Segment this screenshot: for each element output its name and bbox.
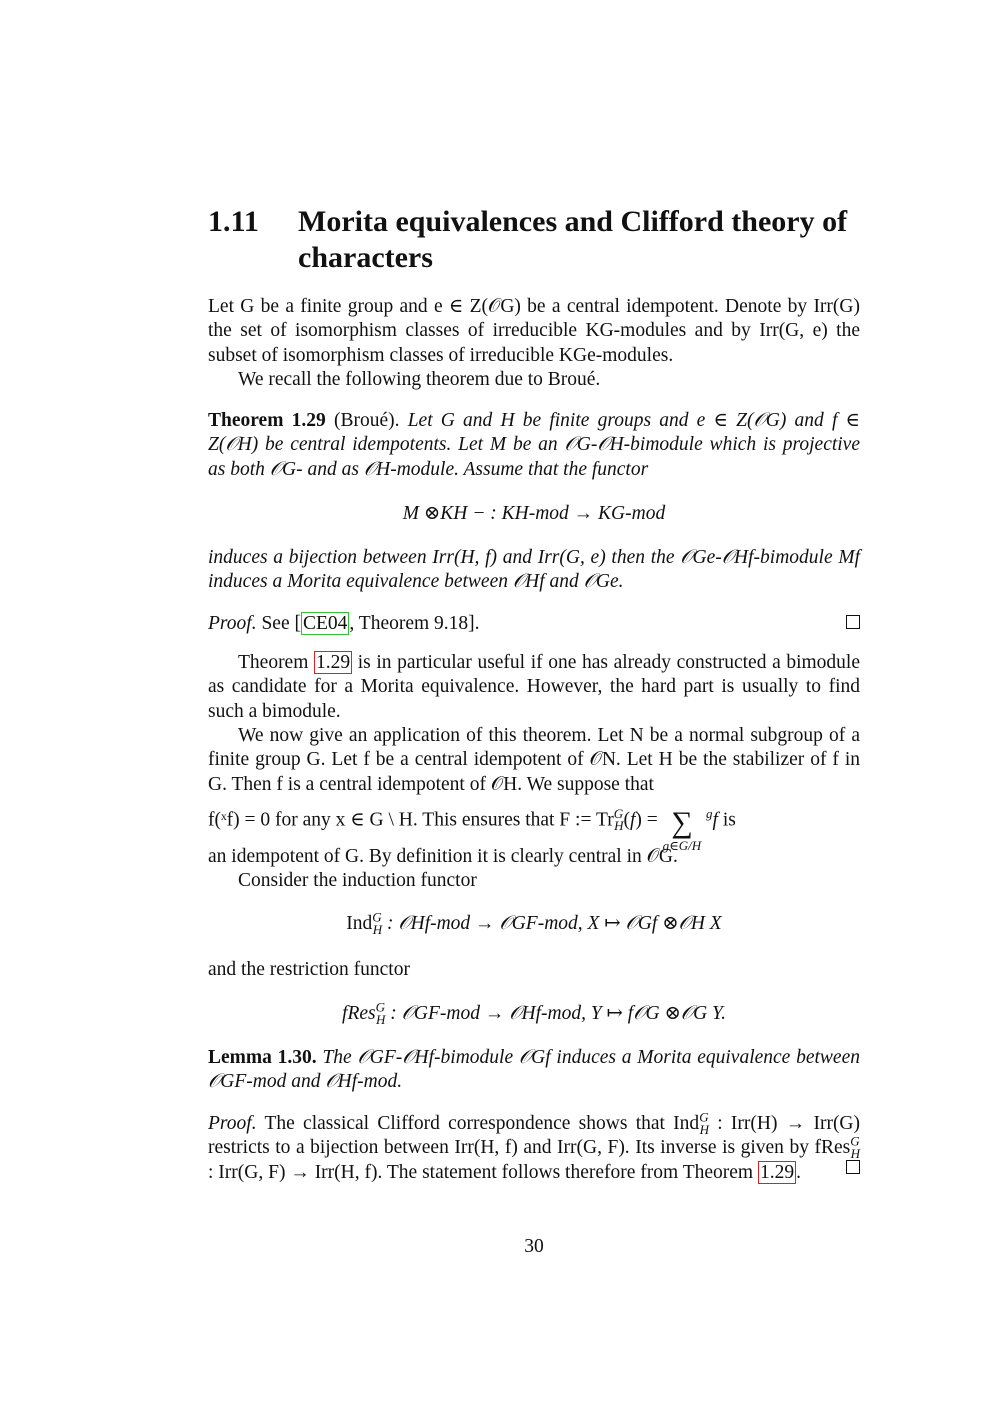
paragraph-application: We now give an application of this theorem. Let N be a normal subgroup of a finite group G. Let f be a central idempotent of 𝒪N. Let H be the stabilizer of f in G. Then f is a central idempotent of 𝒪H. We suppose that	[208, 725, 860, 795]
proof-2-text: The classical Clifford correspondence shows that Ind	[264, 1113, 700, 1134]
page-number: 30	[524, 1236, 544, 1257]
trace-formula-line: f(ˣf) = 0 for any x ∈ G \ H. This ensures that F := $Tr^G_H(f)$ = ∑ g∈G/H $^g$f is	[208, 805, 736, 853]
theorem-label: Theorem 1.29	[208, 410, 326, 431]
p3-after: is in particular useful if one has already constructed a bimodule as candidate for a Morita equivalence. However, the hard part is usually to find such a bimodule.	[208, 652, 860, 722]
intro-recall: We recall the following theorem due to Broué.	[238, 369, 601, 390]
idempotent-sentence: an idempotent of G. By definition it is clearly central in 𝒪G.	[208, 846, 678, 867]
induction-formula: : 𝒪Hf-mod → 𝒪GF-mod, X ↦ 𝒪Gf ⊗𝒪H X	[386, 913, 722, 934]
theorem-ref-link[interactable]: 1.29	[316, 652, 351, 673]
sum-symbol: ∑ g∈G/H	[662, 806, 702, 853]
proof-label: Proof.	[208, 613, 257, 634]
proof-2-text-3: : Irr(G, F) → Irr(H, f). The statement follows therefore from Theorem	[208, 1161, 754, 1183]
restriction-intro: and the restriction functor	[208, 959, 410, 980]
intro-paragraph: Let G be a finite group and e ∈ Z(𝒪G) be a central idempotent. Denote by Irr(G) the set of isomorphism classes of irreducible KG-modules and by Irr(G, e) the subset of isomorphism classes of irreducible KGe-modules.	[208, 296, 860, 366]
section-title: Morita equivalences and Clifford theory of characters	[298, 205, 848, 274]
restriction-functor-display: fRes$^G_H$ : 𝒪GF-mod → 𝒪Hf-mod, Y ↦ f𝒪G ⊗𝒪G Y.	[342, 999, 726, 1027]
p3-before: Theorem	[238, 652, 309, 673]
trace-formula-text: f(ˣf) = 0 for any x ∈ G \ H. This ensures that F := Tr	[208, 809, 614, 831]
lemma-1-30	[208, 1046, 860, 1095]
induction-functor-display: Ind$^G_H$ : 𝒪Hf-mod → 𝒪GF-mod, X ↦ 𝒪Gf ⊗𝒪H X	[346, 909, 722, 937]
theorem-1-29	[208, 409, 860, 482]
proof-2: Proof. The classical Clifford correspondence shows that Ind$^G_H$ : Irr(H) → Irr(G) restricts to a bijection between Irr(H, f) and Irr(G, F). Its inverse is given by fRes$^G_H$ : Irr(G, F) → Irr(H, f). The statement follows therefore from Theorem 1.29 .	[208, 1109, 861, 1183]
theorem-statement-1: Let G and H be finite groups and e ∈ Z(𝒪G) and f ∈ Z(𝒪H) be central idempotents. Let M be an 𝒪G-𝒪H-bimodule which is projective as both 𝒪G- and as 𝒪H-module. Assume that the functor	[208, 410, 860, 480]
ind-symbol: Ind	[346, 913, 373, 934]
theorem-statement-2: induces a bijection between Irr(H, f) and Irr(G, e) then the 𝒪Ge-𝒪Hf-bimodule Mf induces a Morita equivalence between 𝒪Hf and 𝒪Ge.	[208, 547, 860, 593]
induction-intro: Consider the induction functor	[238, 870, 477, 891]
section-number: 1.11	[208, 205, 259, 238]
proof-2-label: Proof.	[208, 1113, 257, 1134]
res-symbol: fRes	[342, 1003, 376, 1024]
qed-icon-2	[846, 1157, 860, 1181]
section-heading	[208, 204, 868, 276]
qed-icon	[846, 612, 860, 636]
restriction-formula: : 𝒪GF-mod → 𝒪Hf-mod, Y ↦ f𝒪G ⊗𝒪G Y.	[390, 1003, 726, 1024]
proof-1: Proof. See [ CE04 , Theorem 9.18].	[208, 612, 860, 636]
proof-text-before: See	[261, 613, 290, 634]
theorem-attribution: (Broué).	[333, 410, 400, 431]
lemma-statement: The 𝒪GF-𝒪Hf-bimodule 𝒪Gf induces a Morita equivalence between 𝒪GF-mod and 𝒪Hf-mod.	[208, 1047, 860, 1093]
proof-2-text-2: : Irr(H) → Irr(G) restricts to a bijection between Irr(H, f) and Irr(G, F). Its inverse is given by fRes	[208, 1113, 861, 1159]
proof-text-after: , Theorem 9.18].	[349, 613, 480, 634]
lemma-label: Lemma 1.30.	[208, 1047, 317, 1068]
paragraph-theorem-usage	[208, 651, 860, 724]
proof-2-end: .	[796, 1161, 801, 1183]
sum-limit: g∈G/H	[662, 838, 702, 853]
theorem-display-formula: M ⊗KH − : KH-mod → KG-mod	[402, 503, 666, 524]
theorem-ref-link-2[interactable]: 1.29	[759, 1161, 795, 1183]
citation-link[interactable]: CE04	[302, 613, 348, 634]
